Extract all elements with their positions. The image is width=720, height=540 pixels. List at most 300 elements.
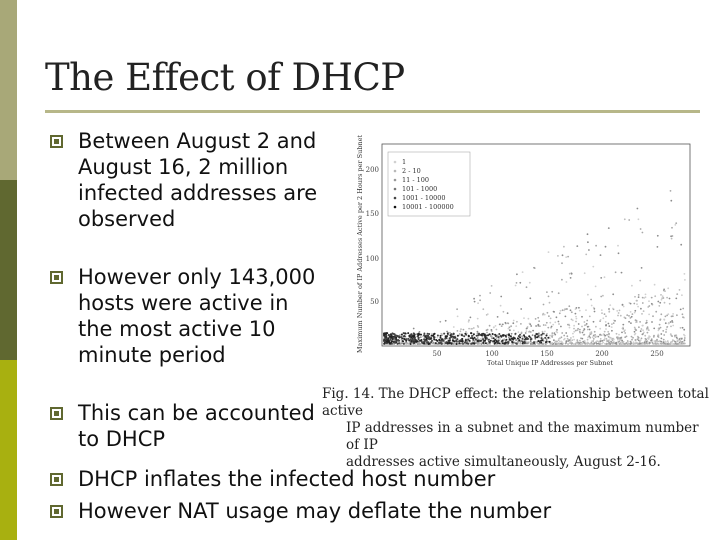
scatter-point xyxy=(654,295,656,297)
scatter-point xyxy=(527,342,529,344)
scatter-point xyxy=(577,329,579,331)
scatter-point xyxy=(671,335,673,337)
scatter-point xyxy=(405,340,407,342)
scatter-point xyxy=(587,326,589,328)
scatter-point xyxy=(384,338,386,340)
scatter-point xyxy=(663,341,665,343)
scatter-point xyxy=(410,343,412,345)
scatter-point xyxy=(578,323,580,325)
scatter-point xyxy=(615,342,617,344)
scatter-point xyxy=(505,322,507,324)
scatter-point xyxy=(624,218,626,220)
scatter-point xyxy=(479,299,481,301)
scatter-point xyxy=(604,336,606,338)
scatter-point xyxy=(581,343,583,345)
scatter-point xyxy=(515,285,517,287)
scatter-point xyxy=(620,342,622,344)
scatter-point xyxy=(467,339,469,341)
scatter-point xyxy=(576,245,578,247)
scatter-point xyxy=(636,300,638,302)
scatter-point xyxy=(652,315,654,317)
scatter-point xyxy=(618,341,620,343)
scatter-point xyxy=(642,325,644,327)
scatter-point xyxy=(440,340,442,342)
scatter-point xyxy=(600,319,602,321)
scatter-point xyxy=(544,337,546,339)
scatter-point xyxy=(660,343,662,345)
scatter-point xyxy=(385,335,387,337)
scatter-point xyxy=(491,329,493,331)
scatter-point xyxy=(449,334,451,336)
caption-line: IP addresses in a subnet and the maximum number of IP xyxy=(346,420,699,453)
scatter-point xyxy=(660,333,662,335)
scatter-point xyxy=(546,291,548,293)
scatter-point xyxy=(642,343,644,345)
scatter-point xyxy=(552,334,554,336)
scatter-point xyxy=(398,340,400,342)
scatter-point xyxy=(455,340,457,342)
scatter-point xyxy=(535,325,537,327)
scatter-point xyxy=(591,342,593,344)
scatter-point xyxy=(508,328,510,330)
scatter-point xyxy=(585,324,587,326)
scatter-point xyxy=(502,324,504,326)
scatter-point xyxy=(664,290,666,292)
scatter-point xyxy=(589,337,591,339)
scatter-point xyxy=(605,246,607,248)
scatter-point xyxy=(517,337,519,339)
scatter-point xyxy=(498,333,500,335)
scatter-point xyxy=(430,338,432,340)
scatter-point xyxy=(569,327,571,329)
scatter-point xyxy=(443,343,445,345)
scatter-point xyxy=(622,328,624,330)
scatter-point xyxy=(473,333,475,335)
scatter-point xyxy=(448,342,450,344)
scatter-point xyxy=(666,297,668,299)
scatter-point xyxy=(530,331,532,333)
scatter-point xyxy=(666,343,668,345)
scatter-point xyxy=(653,335,655,337)
scatter-point xyxy=(638,296,640,298)
scatter-point xyxy=(643,310,645,312)
scatter-point xyxy=(575,313,577,315)
scatter-point xyxy=(624,332,626,334)
scatter-point xyxy=(641,338,643,340)
square-bullet-icon xyxy=(50,505,63,518)
scatter-point xyxy=(549,341,551,343)
bullet-text: However NAT usage may deflate the number xyxy=(78,499,552,523)
scatter-point xyxy=(600,277,602,279)
scatter-point xyxy=(566,335,568,337)
scatter-point xyxy=(617,245,619,247)
scatter-point xyxy=(490,340,492,342)
scatter-point xyxy=(505,342,507,344)
scatter-point xyxy=(563,246,565,248)
scatter-point xyxy=(591,340,593,342)
scatter-point xyxy=(600,296,602,298)
scatter-point xyxy=(604,331,606,333)
scatter-point xyxy=(553,339,555,341)
scatter-point xyxy=(631,285,633,287)
scatter-point xyxy=(386,341,388,343)
scatter-point xyxy=(537,325,539,327)
scatter-point xyxy=(497,316,499,318)
scatter-point xyxy=(413,333,415,335)
scatter-point xyxy=(641,267,643,269)
scatter-point xyxy=(460,339,462,341)
scatter-point xyxy=(418,337,420,339)
scatter-point xyxy=(631,336,633,338)
scatter-point xyxy=(565,256,567,258)
scatter-point xyxy=(636,303,638,305)
scatter-point xyxy=(555,343,557,345)
scatter-point xyxy=(659,324,661,326)
scatter-point xyxy=(638,337,640,339)
scatter-point xyxy=(646,343,648,345)
scatter-point xyxy=(447,333,449,335)
scatter-point xyxy=(630,317,632,319)
scatter-point xyxy=(584,342,586,344)
y-axis-label: Maximum Number of IP Addresses Active per 2 Hours per Subnet xyxy=(356,134,364,354)
scatter-point xyxy=(567,324,569,326)
scatter-point xyxy=(456,308,458,310)
bullet-text: Between August 2 and August 16, 2 million infected addresses are observed xyxy=(78,129,318,231)
scatter-point xyxy=(596,336,598,338)
scatter-point xyxy=(542,314,544,316)
scatter-point xyxy=(632,343,634,345)
scatter-point xyxy=(467,343,469,345)
scatter-point xyxy=(655,343,657,345)
figure-caption xyxy=(322,386,712,471)
scatter-point xyxy=(494,343,496,345)
scatter-point xyxy=(674,336,676,338)
scatter-point xyxy=(549,335,551,337)
scatter-point xyxy=(584,340,586,342)
scatter-point xyxy=(457,330,459,332)
scatter-point xyxy=(490,335,492,337)
scatter-point xyxy=(659,340,661,342)
scatter-point xyxy=(595,326,597,328)
scatter-point xyxy=(640,330,642,332)
scatter-point xyxy=(645,322,647,324)
scatter-point xyxy=(624,317,626,319)
scatter-point xyxy=(401,334,403,336)
x-axis-label: Total Unique IP Addresses per Subnet xyxy=(487,359,613,367)
scatter-point xyxy=(528,318,530,320)
scatter-point xyxy=(639,340,641,342)
scatter-point xyxy=(667,340,669,342)
scatter-point xyxy=(428,333,430,335)
scatter-point xyxy=(664,319,666,321)
slide-title: The Effect of DHCP xyxy=(45,56,405,99)
legend-entry: 1 xyxy=(402,158,407,166)
scatter-point xyxy=(648,300,650,302)
scatter-point xyxy=(529,282,531,284)
scatter-point xyxy=(572,336,574,338)
scatter-point xyxy=(603,333,605,335)
scatter-point xyxy=(424,340,426,342)
scatter-point xyxy=(608,308,610,310)
scatter-point xyxy=(457,335,459,337)
scatter-point xyxy=(594,331,596,333)
scatter-point xyxy=(640,308,642,310)
scatter-point xyxy=(602,342,604,344)
scatter-point xyxy=(575,330,577,332)
scatter-point xyxy=(612,308,614,310)
scatter-point xyxy=(493,337,495,339)
scatter-point xyxy=(584,328,586,330)
scatter-point xyxy=(593,307,595,309)
scatter-point xyxy=(607,343,609,345)
scatter-point xyxy=(435,342,437,344)
scatter-point xyxy=(582,332,584,334)
scatter-point xyxy=(532,334,534,336)
scatter-point xyxy=(452,333,454,335)
scatter-point xyxy=(537,340,539,342)
scatter-point xyxy=(657,246,659,248)
scatter-point xyxy=(405,338,407,340)
scatter-point xyxy=(627,342,629,344)
sidebar-strip-top xyxy=(0,0,17,180)
scatter-point xyxy=(645,340,647,342)
scatter-point xyxy=(393,341,395,343)
scatter-point xyxy=(682,343,684,345)
scatter-point xyxy=(651,303,653,305)
scatter-point xyxy=(526,328,528,330)
scatter-point xyxy=(611,342,613,344)
scatter-point xyxy=(534,337,536,339)
scatter-point xyxy=(436,337,438,339)
scatter-point xyxy=(660,327,662,329)
scatter-point xyxy=(495,325,497,327)
scatter-point xyxy=(659,319,661,321)
scatter-point xyxy=(521,335,523,337)
scatter-point xyxy=(641,328,643,330)
scatter-point xyxy=(558,323,560,325)
scatter-point xyxy=(518,335,520,337)
scatter-point xyxy=(484,334,486,336)
scatter-point xyxy=(446,337,448,339)
scatter-point xyxy=(634,327,636,329)
scatter-point xyxy=(445,320,447,322)
scatter-point xyxy=(552,324,554,326)
scatter-point xyxy=(473,327,475,329)
scatter-point xyxy=(670,333,672,335)
scatter-point xyxy=(439,342,441,344)
scatter-point xyxy=(609,339,611,341)
scatter-point xyxy=(604,338,606,340)
scatter-point xyxy=(648,314,650,316)
scatter-point xyxy=(592,336,594,338)
scatter-point xyxy=(587,329,589,331)
scatter-point xyxy=(533,342,535,344)
scatter-point xyxy=(539,325,541,327)
scatter-point xyxy=(522,271,524,273)
scatter-point xyxy=(609,343,611,345)
scatter-point xyxy=(633,341,635,343)
scatter-point xyxy=(670,341,672,343)
scatter-point xyxy=(657,235,659,237)
scatter-point xyxy=(454,340,456,342)
scatter-point xyxy=(565,316,567,318)
scatter-point xyxy=(427,341,429,343)
scatter-point xyxy=(514,333,516,335)
scatter-point xyxy=(526,330,528,332)
scatter-point xyxy=(642,302,644,304)
scatter-point xyxy=(460,330,462,332)
scatter-point xyxy=(579,329,581,331)
scatter-point xyxy=(608,311,610,313)
scatter-point xyxy=(523,317,525,319)
scatter-point xyxy=(471,328,473,330)
scatter-point xyxy=(670,200,672,202)
scatter-point xyxy=(479,334,481,336)
scatter-point xyxy=(613,341,615,343)
scatter-point xyxy=(559,312,561,314)
scatter-point xyxy=(423,343,425,345)
scatter-point xyxy=(477,337,479,339)
scatter-point xyxy=(626,336,628,338)
scatter-point xyxy=(587,337,589,339)
scatter-point xyxy=(567,343,569,345)
scatter-point xyxy=(558,292,560,294)
scatter-point xyxy=(516,343,518,345)
scatter-point xyxy=(440,333,442,335)
scatter-point xyxy=(617,315,619,317)
scatter-point xyxy=(680,244,682,246)
scatter-point xyxy=(541,339,543,341)
scatter-point xyxy=(671,238,673,240)
scatter-point xyxy=(489,325,491,327)
scatter-point xyxy=(613,322,615,324)
scatter-point xyxy=(637,306,639,308)
scatter-point xyxy=(604,313,606,315)
scatter-point xyxy=(616,333,618,335)
scatter-point xyxy=(560,343,562,345)
scatter-point xyxy=(417,334,419,336)
title-divider xyxy=(45,110,700,113)
scatter-point xyxy=(390,333,392,335)
scatter-point xyxy=(679,338,681,340)
scatter-point xyxy=(587,339,589,341)
scatter-point xyxy=(512,341,514,343)
scatter-point xyxy=(645,294,647,296)
scatter-point xyxy=(663,334,665,336)
scatter-point xyxy=(638,294,640,296)
scatter-point xyxy=(648,329,650,331)
scatter-point xyxy=(543,304,545,306)
scatter-point xyxy=(590,299,592,301)
scatter-point xyxy=(661,297,663,299)
scatter-point xyxy=(588,343,590,345)
scatter-point xyxy=(453,326,455,328)
scatter-point xyxy=(542,331,544,333)
scatter-point xyxy=(658,343,660,345)
scatter-point xyxy=(471,337,473,339)
scatter-point xyxy=(657,301,659,303)
sidebar-strip-middle xyxy=(0,180,17,360)
scatter-point xyxy=(665,341,667,343)
scatter-point xyxy=(663,339,665,341)
scatter-point xyxy=(575,321,577,323)
scatter-point xyxy=(407,332,409,334)
scatter-point xyxy=(676,338,678,340)
scatter-point xyxy=(628,321,630,323)
scatter-point xyxy=(665,331,667,333)
scatter-point xyxy=(628,315,630,317)
scatter-point xyxy=(517,341,519,343)
scatter-point xyxy=(509,329,511,331)
scatter-point xyxy=(500,335,502,337)
scatter-point xyxy=(576,307,578,309)
scatter-point xyxy=(573,325,575,327)
legend-marker xyxy=(394,206,397,209)
plot-legend xyxy=(388,152,470,216)
scatter-point xyxy=(502,340,504,342)
scatter-point xyxy=(436,340,438,342)
scatter-point xyxy=(539,340,541,342)
scatter-point xyxy=(510,335,512,337)
scatter-point xyxy=(551,291,553,293)
scatter-point xyxy=(595,286,597,288)
scatter-point xyxy=(569,273,571,275)
scatter-point xyxy=(586,320,588,322)
scatter-point xyxy=(555,340,557,342)
scatter-point xyxy=(682,313,684,315)
scatter-point xyxy=(408,335,410,337)
scatter-point xyxy=(538,320,540,322)
scatter-point xyxy=(670,321,672,323)
scatter-point xyxy=(568,305,570,307)
scatter-point xyxy=(578,307,580,309)
scatter-point xyxy=(439,321,441,323)
scatter-point xyxy=(413,342,415,344)
scatter-point xyxy=(497,341,499,343)
scatter-point xyxy=(474,301,476,303)
scatter-point xyxy=(594,336,596,338)
scatter-point xyxy=(521,332,523,334)
scatter-point xyxy=(402,340,404,342)
scatter-point xyxy=(488,341,490,343)
scatter-point xyxy=(556,316,558,318)
scatter-point xyxy=(570,342,572,344)
scatter-point xyxy=(608,336,610,338)
scatter-point xyxy=(484,340,486,342)
scatter-point xyxy=(532,330,534,332)
scatter-point xyxy=(551,326,553,328)
scatter-point xyxy=(609,304,611,306)
legend-entry: 10001 - 100000 xyxy=(402,203,454,211)
scatter-point xyxy=(511,333,513,335)
scatter-point xyxy=(522,342,524,344)
scatter-point xyxy=(672,313,674,315)
scatter-point xyxy=(551,343,553,345)
scatter-point xyxy=(649,342,651,344)
scatter-point xyxy=(608,227,610,229)
scatter-point xyxy=(564,338,566,340)
scatter-point xyxy=(682,316,684,318)
scatter-point xyxy=(573,328,575,330)
scatter-point xyxy=(666,326,668,328)
scatter-point xyxy=(578,343,580,345)
scatter-point xyxy=(491,285,493,287)
scatter-point xyxy=(651,321,653,323)
scatter-point xyxy=(519,282,521,284)
scatter-point xyxy=(621,332,623,334)
scatter-point xyxy=(642,333,644,335)
scatter-point xyxy=(558,340,560,342)
